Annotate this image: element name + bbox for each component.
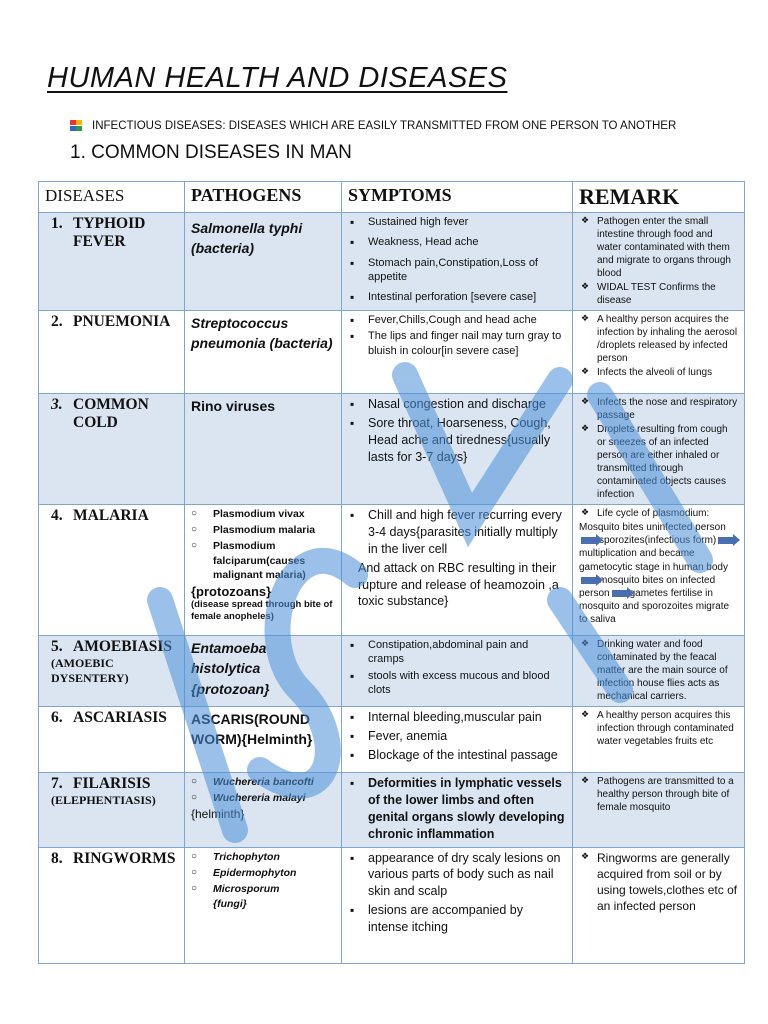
- disease-cell: [39, 773, 185, 848]
- cycle-step: sporozites(infectious form): [599, 535, 717, 547]
- table-header-row: [39, 182, 745, 213]
- pathogen-cell: [185, 773, 342, 848]
- symptom-item: ▪ Weakness, Head ache: [348, 235, 566, 249]
- symptom-item: ▪ appearance of dry scaly lesions on various parts of body such as nail skin and scalp: [348, 850, 566, 901]
- intro-text: INFECTIOUS DISEASES: DISEASES WHICH ARE EASILY TRANSMITTED FROM ONE PERSON TO ANOTHER: [92, 120, 677, 132]
- disease-cell: [39, 847, 185, 963]
- disease-name: PNUEMONIA: [73, 313, 171, 330]
- remark-cell: [573, 394, 745, 505]
- table-row: [39, 394, 745, 505]
- symptoms-cell: [342, 311, 573, 394]
- symptom-item: ▪ Constipation,abdominal pain and cramps: [348, 638, 566, 667]
- pathogen-item: ○ Wuchereria bancofti: [191, 775, 335, 789]
- remark-item: ❖ Drinking water and food contaminated by the feacal matter are the main source of infection house flies acts as mechanical carriers.: [579, 638, 738, 703]
- pathogen-cell: [185, 847, 342, 963]
- disease-subname: (AMOEBIC DYSENTERY): [51, 656, 129, 685]
- page-title: HUMAN HEALTH AND DISEASES: [47, 62, 508, 94]
- row-number: 4.: [51, 507, 63, 524]
- row-number: 8.: [51, 849, 63, 867]
- row-number: 2.: [51, 313, 63, 330]
- pathogen-cell: [185, 394, 342, 505]
- plasmodium-life-cycle: [579, 521, 738, 627]
- pathogen-item: ○ Trichophyton: [191, 850, 335, 864]
- symptom-continuation: And attack on RBC resulting in their rupture and release of heamozoin ,a toxic substance}: [358, 560, 559, 609]
- disease-name: TYPHOID FEVER: [73, 215, 146, 250]
- bullet-icon: [70, 120, 84, 132]
- pathogen-item: ○ Plasmodium falciparum(causes malignant malaria): [191, 539, 335, 582]
- remark-item: ❖ Droplets resulting from cough or sneezes of an infected person are either inhaled or transmitted through contaminated objects causes infection: [579, 423, 738, 501]
- remark-cell: [573, 707, 745, 773]
- pathogen-cell: [185, 636, 342, 707]
- table-row: [39, 213, 745, 311]
- cycle-step: mosquito bites on infected person: [579, 574, 716, 599]
- section-heading: 1. COMMON DISEASES IN MAN: [70, 142, 352, 163]
- cycle-step: gametes fertilise in mosquito and sporozoites migrate to saliva: [579, 587, 730, 626]
- arrow-icon: [612, 590, 628, 597]
- remark-cell: [573, 773, 745, 848]
- symptom-item: ▪ Chill and high fever recurring every 3-4 days{parasites initially multiply in the liver cell: [348, 507, 566, 558]
- pathogen-cell: [185, 707, 342, 773]
- pathogen-text: Rino viruses: [191, 398, 276, 414]
- header-pathogens: PATHOGENS: [185, 182, 342, 213]
- header-symptoms: SYMPTOMS: [342, 182, 573, 213]
- pathogen-group: {protozoans}: [191, 583, 272, 599]
- symptom-item: ▪ Sore throat, Hoarseness, Cough, Head ache and tiredness{usually lasts for 3-7 days}: [348, 415, 566, 466]
- cycle-step: Mosquito bites uninfected person: [579, 522, 726, 533]
- row-number: 3.: [51, 396, 63, 413]
- disease-name: RINGWORMS: [73, 849, 176, 867]
- disease-name: AMOEBIASIS: [73, 638, 173, 655]
- pathogen-group: {helminth}: [191, 807, 245, 822]
- remark-item: ❖ A healthy person acquires the infection by inhaling the aerosol /droplets released by infected person: [579, 313, 738, 365]
- pathogen-item: ○ Wuchereria malayi: [191, 791, 335, 805]
- disease-cell: [39, 311, 185, 394]
- pathogen-cell: [185, 505, 342, 636]
- symptoms-cell: [342, 394, 573, 505]
- row-number: 1.: [51, 215, 63, 232]
- remark-item: ❖ Infects the nose and respiratory passage: [579, 396, 738, 422]
- symptom-item: ▪ stools with excess mucous and blood clots: [348, 669, 566, 698]
- remark-item: ❖ Pathogens are transmitted to a healthy person through bite of female mosquito: [579, 775, 738, 814]
- disease-name: FILARISIS: [73, 775, 151, 792]
- disease-name: MALARIA: [73, 507, 149, 524]
- symptom-item: ▪ Intestinal perforation [severe case]: [348, 290, 566, 304]
- pathogen-item: ○ Plasmodium malaria: [191, 523, 335, 537]
- row-number: 6.: [51, 709, 63, 726]
- table-row: [39, 636, 745, 707]
- symptoms-cell: [342, 847, 573, 963]
- arrow-icon: [581, 577, 597, 584]
- pathogen-cell: [185, 213, 342, 311]
- table-row: [39, 707, 745, 773]
- pathogen-text: Entamoeba histolytica {protozoan}: [191, 640, 270, 697]
- remark-item: ❖ Pathogen enter the small intestine through food and water contaminated with them and migrate to organs through blood: [579, 215, 738, 280]
- pathogen-cell: [185, 311, 342, 394]
- disease-name: COMMON COLD: [73, 396, 149, 431]
- pathogen-item: ○ Microsporum: [191, 882, 335, 896]
- remark-item: ❖ A healthy person acquires this infection through contaminated water vegetables fruits etc: [579, 709, 738, 748]
- symptom-item: ▪ Nasal congestion and discharge: [348, 396, 566, 413]
- row-number: 5.: [51, 638, 63, 655]
- pathogen-group: {fungi}: [213, 898, 247, 911]
- remark-cell: [573, 636, 745, 707]
- disease-cell: [39, 505, 185, 636]
- arrow-icon: [718, 537, 734, 544]
- remark-item: ❖ Life cycle of plasmodium:: [579, 507, 738, 520]
- table-row: [39, 505, 745, 636]
- symptom-item: ▪ Deformities in lymphatic vessels of the lower limbs and often genital organs slowly developing chronic inflammation: [348, 775, 566, 843]
- pathogen-text: Salmonella typhi (bacteria): [191, 220, 303, 257]
- symptom-item: ▪ lesions are accompanied by intense itching: [348, 902, 566, 936]
- symptom-item: ▪ Sustained high fever: [348, 215, 566, 229]
- disease-name: ASCARIASIS: [73, 709, 167, 726]
- header-remark: REMARK: [573, 182, 745, 213]
- remark-cell: [573, 311, 745, 394]
- row-number: 7.: [51, 775, 63, 792]
- pathogen-note: (disease spread through bite of female anopheles): [191, 598, 333, 623]
- pathogen-item: ○ Epidermophyton: [191, 866, 335, 880]
- disease-cell: [39, 707, 185, 773]
- table-row: [39, 773, 745, 848]
- symptoms-cell: [342, 213, 573, 311]
- symptom-item: ▪ The lips and finger nail may turn gray to bluish in colour[in severe case]: [348, 329, 566, 358]
- symptoms-cell: [342, 773, 573, 848]
- remark-cell: [573, 505, 745, 636]
- disease-cell: [39, 394, 185, 505]
- remark-cell: [573, 213, 745, 311]
- symptom-item: ▪ Blockage of the intestinal passage: [348, 747, 566, 764]
- disease-subname: (ELEPHENTIASIS): [51, 793, 156, 807]
- table-row: [39, 311, 745, 394]
- symptom-item: ▪ Stomach pain,Constipation,Loss of appetite: [348, 256, 566, 285]
- arrow-icon: [581, 537, 597, 544]
- pathogen-text: Streptococcus pneumonia (bacteria): [191, 315, 333, 352]
- remark-item: ❖ WIDAL TEST Confirms the disease: [579, 281, 738, 307]
- remark-cell: [573, 847, 745, 963]
- symptom-item: ▪ Fever,Chills,Cough and head ache: [348, 313, 566, 327]
- remark-item: ❖ Ringworms are generally acquired from soil or by using towels,clothes etc of an infected person: [579, 850, 738, 915]
- remark-item: ❖ Infects the alveoli of lungs: [579, 366, 738, 379]
- disease-cell: [39, 213, 185, 311]
- symptoms-cell: [342, 505, 573, 636]
- pathogen-item: ○ Plasmodium vivax: [191, 507, 335, 521]
- header-diseases: DISEASES: [39, 182, 185, 213]
- pathogen-text: ASCARIS(ROUND WORM){Helminth}: [191, 711, 313, 748]
- symptom-item: ▪ Fever, anemia: [348, 728, 566, 745]
- table-row: [39, 847, 745, 963]
- symptoms-cell: [342, 707, 573, 773]
- diseases-table: [38, 181, 745, 964]
- intro-line: [70, 120, 676, 132]
- disease-cell: [39, 636, 185, 707]
- symptoms-cell: [342, 636, 573, 707]
- cycle-step: multiplication and became gametocytic stage in human body: [579, 548, 728, 573]
- symptom-item: ▪ Internal bleeding,muscular pain: [348, 709, 566, 726]
